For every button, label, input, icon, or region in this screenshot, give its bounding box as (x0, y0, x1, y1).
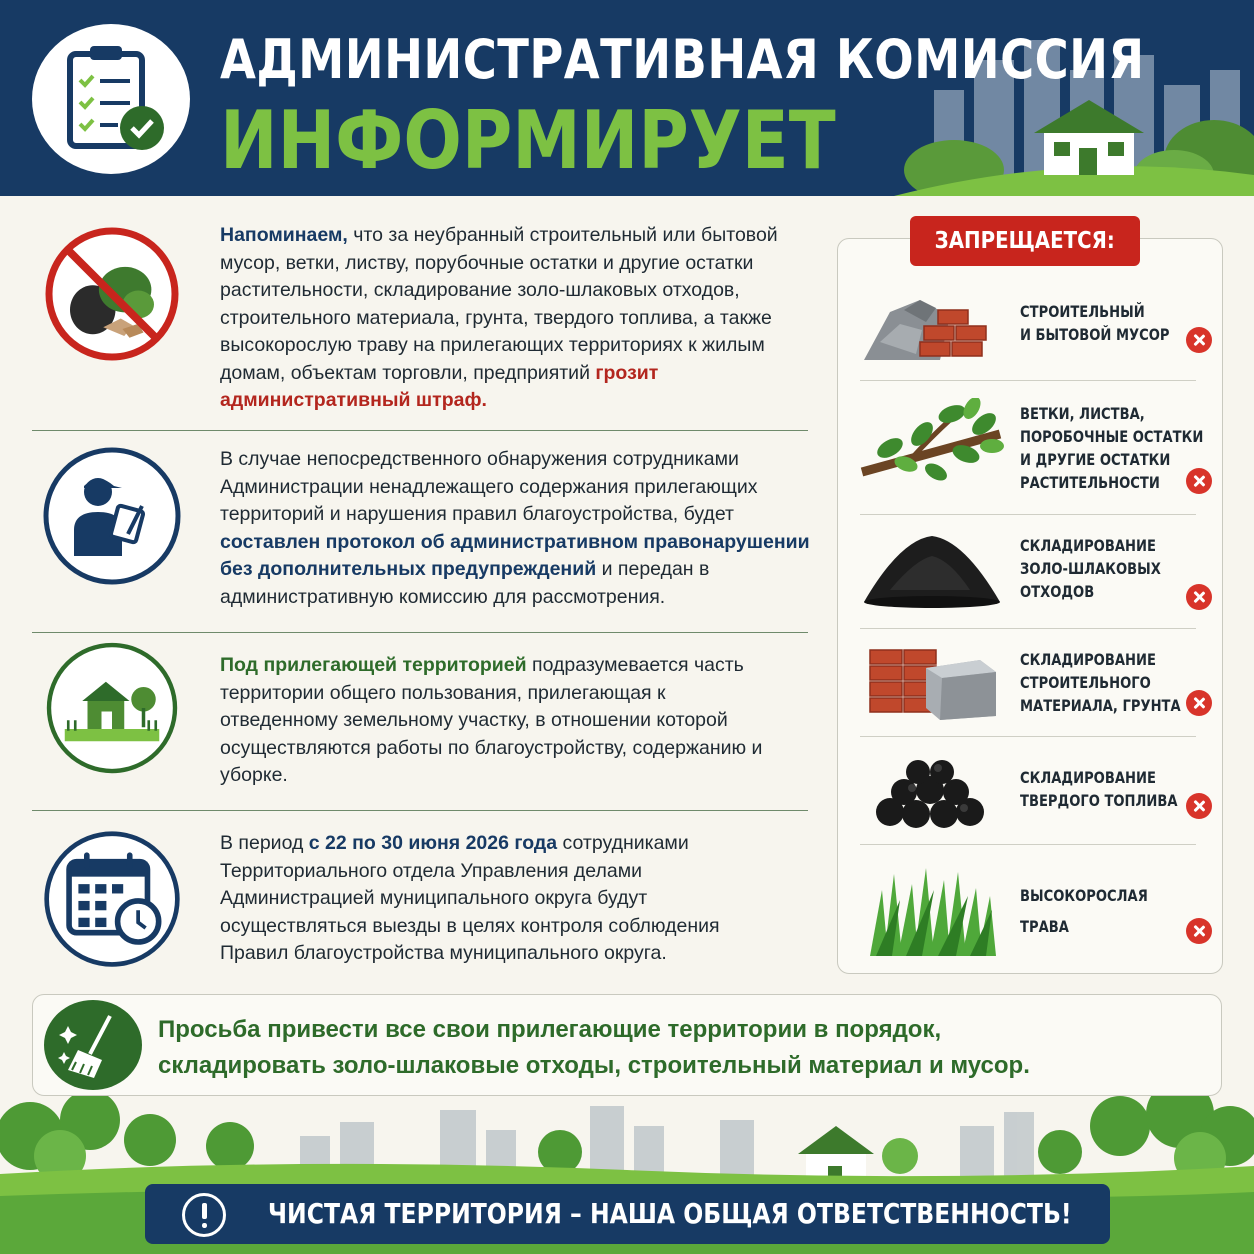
tall-grass-icon (860, 860, 1005, 960)
header-title-line2: ИНФОРМИРУЕТ (220, 94, 836, 187)
fine-warning: грозит административный штраф. (220, 361, 659, 411)
inspector-icon (32, 446, 192, 586)
ban-label (1020, 534, 1161, 603)
section-divider (32, 810, 808, 811)
ban-label-line: ПОРОБОЧНЫЕ ОСТАТКИ (1020, 427, 1204, 446)
calendar-clock-icon (32, 830, 192, 970)
bricks-blocks-icon (860, 642, 1005, 722)
ban-label (1020, 880, 1148, 942)
ban-separator (860, 514, 1196, 515)
header-banner (0, 0, 1254, 196)
ban-label-line: МАТЕРИАЛА, ГРУНТА (1020, 696, 1181, 715)
definition-lead: Под прилегающей территорией (220, 654, 527, 676)
protocol-body: В случае непосредственного обнаружения сотрудниками Администрации ненадлежащего содержания прилегающих территорий и нарушения правил благоустройства, будет (220, 448, 758, 525)
ban-item-ash-slag (860, 526, 1196, 622)
ban-label-line: СКЛАДИРОВАНИЕ (1020, 650, 1156, 669)
section-divider (32, 632, 808, 633)
rubble-bricks-icon (860, 282, 1005, 372)
ban-label-line: ЗОЛО-ШЛАКОВЫХ (1020, 559, 1161, 578)
ban-label-line: СТРОИТЕЛЬНОГО (1020, 673, 1151, 692)
prohibited-title: ЗАПРЕЩАЕТСЯ: (934, 228, 1116, 254)
ban-label-line: СКЛАДИРОВАНИЕ (1020, 536, 1156, 555)
schedule-dates: с 22 по 30 июня 2026 года (308, 832, 558, 854)
section-reminder (32, 222, 808, 422)
ban-label (1020, 300, 1170, 346)
ash-pile-icon (860, 530, 1005, 610)
protocol-tail: и передан в административную комиссию для рассмотрения. (220, 558, 710, 608)
protocol-highlight: составлен протокол об административном правонарушении без дополнительных предупреждений (220, 530, 810, 580)
branch-leaves-icon (860, 398, 1005, 498)
logo-badge (32, 24, 190, 174)
prohibited-x-icon (1186, 690, 1212, 716)
prohibited-x-icon (1186, 584, 1212, 610)
broom-sparkle-icon (44, 1000, 142, 1090)
ban-item-building-material (860, 640, 1196, 736)
prohibited-x-icon (1186, 793, 1212, 819)
prohibited-title-badge (910, 216, 1140, 266)
ban-label-line: ТРАВА (1020, 917, 1069, 936)
clipboard-check-icon (32, 24, 190, 174)
prohibited-x-icon (1186, 918, 1212, 944)
ban-separator (860, 628, 1196, 629)
section-divider (32, 430, 808, 431)
ban-label-line: РАСТИТЕЛЬНОСТИ (1020, 473, 1160, 492)
ban-label-line: И ДРУГИЕ ОСТАТКИ (1020, 450, 1171, 469)
definition-body: подразумевается часть территории общего пользования, прилегающая к отведенному земельному участку, в отношении которой осуществляются работы по благоустройству, содержанию и уборке. (220, 654, 763, 786)
ban-label-line: СКЛАДИРОВАНИЕ (1020, 768, 1156, 787)
prohibited-x-icon (1186, 327, 1212, 353)
ban-label-line: ВЫСОКОРОСЛАЯ (1020, 886, 1148, 905)
reminder-lead: Напоминаем, (220, 224, 348, 246)
prohibited-x-icon (1186, 468, 1212, 494)
section-definition (32, 652, 808, 802)
section-schedule (32, 830, 808, 980)
ban-label-line: СТРОИТЕЛЬНЫЙ (1020, 302, 1145, 321)
ban-separator (860, 736, 1196, 737)
appeal-line: складировать золо-шлаковые отходы, строительный материал и мусор. (158, 1052, 1030, 1079)
ban-label-line: И БЫТОВОЙ МУСОР (1020, 325, 1170, 344)
ban-label-line: ТВЕРДОГО ТОПЛИВА (1020, 791, 1178, 810)
ban-label (1020, 648, 1181, 717)
definition-text (220, 652, 780, 790)
ban-item-branches (860, 392, 1204, 512)
ban-item-tall-grass (860, 856, 1196, 966)
ban-label-line: ВЕТКИ, ЛИСТВА, (1020, 404, 1145, 423)
prohibited-waste-icon (32, 224, 192, 364)
header-title-line1: АДМИНИСТРАТИВНАЯ КОМИССИЯ (220, 28, 1145, 91)
ban-label-line: ОТХОДОВ (1020, 582, 1095, 601)
appeal-line: Просьба привести все свои прилегающие территории в порядок, (158, 1016, 942, 1043)
ban-item-construction-waste (860, 282, 1196, 378)
schedule-text (220, 830, 790, 968)
reminder-body: что за неубранный строительный или бытовой мусор, ветки, листву, порубочные остатки и другие остатки растительности, складирование золо-шлаковых отходов, строительного материала, грунта, твердого топлива, а также высокорослую траву на прилегающих территориях к жилым домам, объектам торговли, предприятий (220, 224, 778, 384)
footer-slogan: ЧИСТАЯ ТЕРРИТОРИЯ – НАША ОБЩАЯ ОТВЕТСТВЕННОСТЬ! (268, 1197, 1072, 1230)
schedule-tail: сотрудниками Территориального отдела Управления делами Администрацией муниципального округа будут осуществляться выезды в целях контроля соблюдения Правил благоустройства муниципального округа. (220, 832, 720, 964)
appeal-text (158, 1012, 1030, 1084)
ban-item-solid-fuel (860, 748, 1196, 844)
ban-separator (860, 380, 1196, 381)
ban-label (1020, 766, 1178, 812)
reminder-text (220, 222, 810, 415)
appeal-icon-badge (44, 1000, 142, 1090)
protocol-text (220, 446, 820, 611)
coal-pile-icon (860, 754, 1005, 834)
ban-separator (860, 844, 1196, 845)
ban-label (1020, 402, 1203, 494)
section-protocol (32, 446, 808, 626)
schedule-body: В период (220, 832, 309, 854)
adjacent-territory-icon (32, 638, 192, 778)
exclamation-icon (182, 1193, 226, 1237)
